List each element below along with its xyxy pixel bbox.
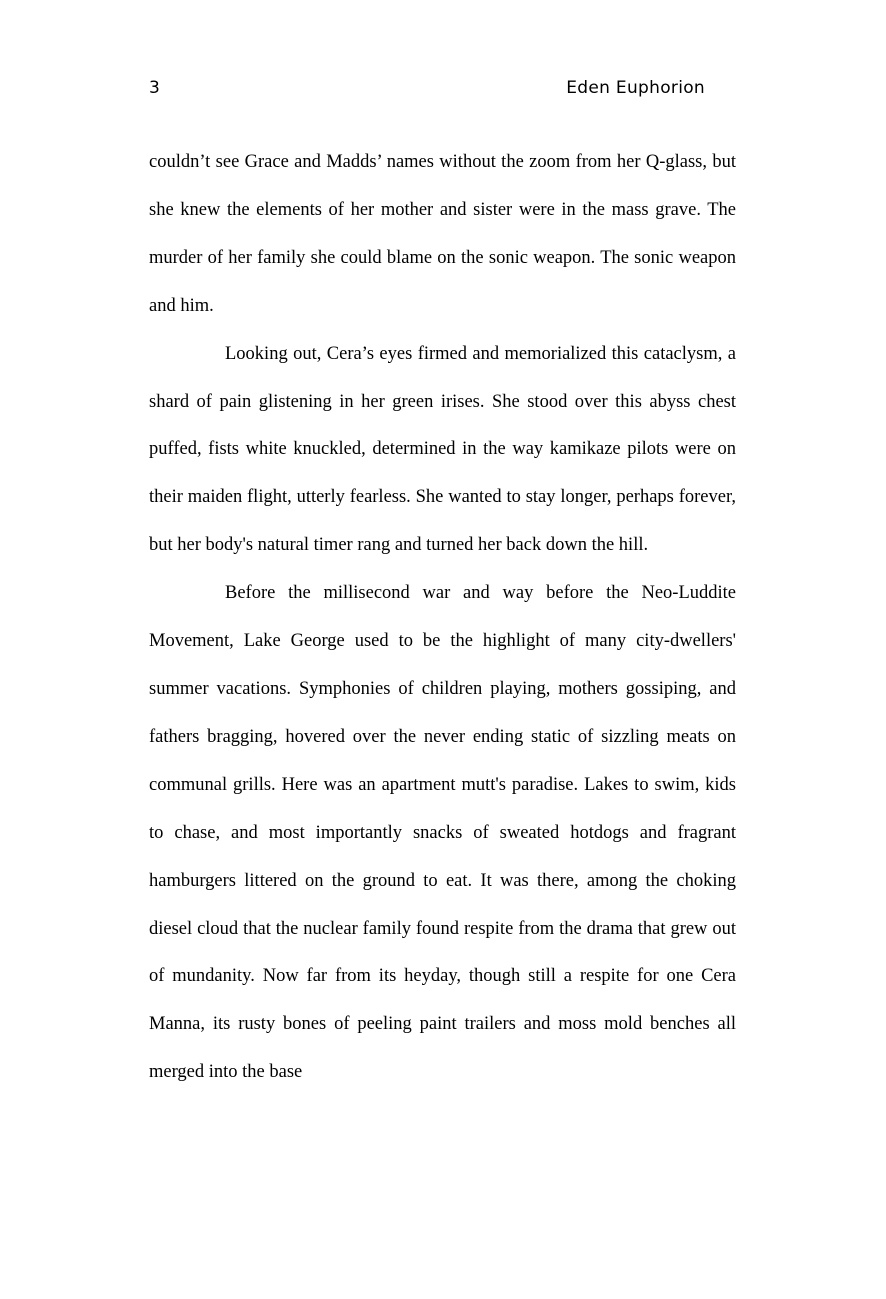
- running-head-title: Eden Euphorion: [566, 78, 705, 98]
- paragraph-2: Looking out, Cera’s eyes firmed and memorialized this cataclysm, a shard of pain glistening in her green irises. She stood over this abyss chest puffed, fists white knuckled, determined in the way kamikaze pilots were on their maiden flight, utterly fearless. She wanted to stay longer, perhaps forever, but her body's natural timer rang and turned her back down the hill.: [149, 343, 736, 556]
- paragraph-1: couldn’t see Grace and Madds’ names without the zoom from her Q-glass, but she knew the elements of her mother and sister were in the mass grave. The murder of her family she could blame on the sonic weapon. The sonic weapon and him.: [149, 152, 736, 316]
- page-number: 3: [149, 78, 160, 98]
- body-text: [149, 139, 736, 1097]
- page-header: [149, 78, 705, 102]
- paragraph-3: Before the millisecond war and way before the Neo-Luddite Movement, Lake George used to be the highlight of many city-dwellers' summer vacations. Symphonies of children playing, mothers gossiping, and fathers bragging, hovered over the never ending static of sizzling meats on communal grills. Here was an apartment mutt's paradise. Lakes to swim, kids to chase, and most importantly snacks of sweated hotdogs and fragrant hamburgers littered on the ground to eat. It was there, among the choking diesel cloud that the nuclear family found respite from the drama that grew out of mundanity. Now far from its heyday, though still a respite for one Cera Manna, its rusty bones of peeling paint trailers and moss mold benches all merged into the base: [149, 583, 736, 1083]
